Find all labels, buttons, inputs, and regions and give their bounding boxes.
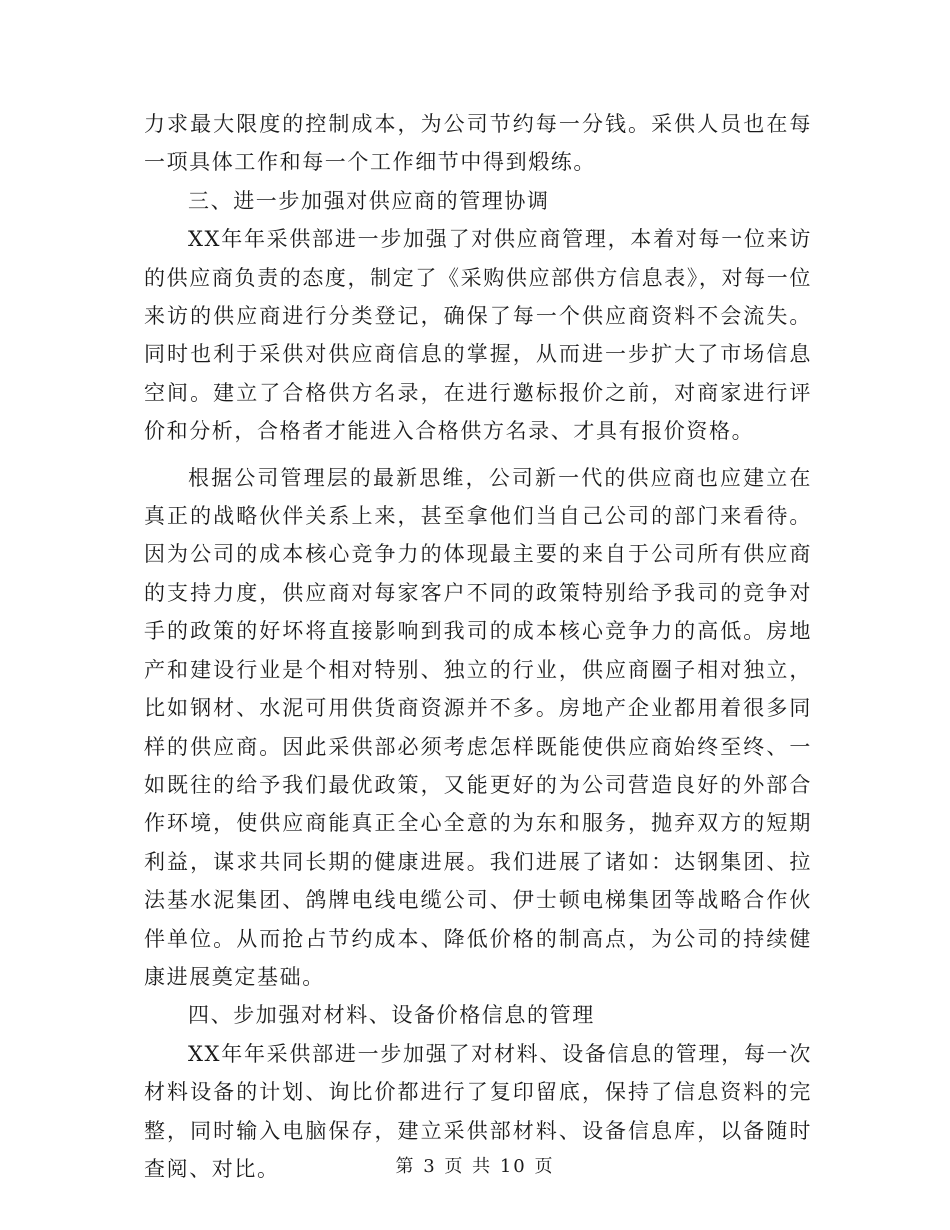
paragraph-cost-control: 力求最大限度的控制成本，为公司节约每一分钱。采供人员也在每一项具体工作和每一个工作细节中得到煅练。	[144, 112, 812, 175]
paragraph-price-database: XX年年采供部进一步加强了对材料、设备信息的管理，每一次材料设备的计划、询比价都进行了复印留底，保持了信息资料的完整，同时输入电脑保存，建立采供部材料、设备信息库，以备随时查阅、对比。	[144, 1041, 812, 1181]
document-body	[144, 105, 812, 1188]
section-heading-supplier-management: 三、进一步加强对供应商的管理协调	[188, 188, 550, 213]
paragraph-strategic-partners: 根据公司管理层的最新思维，公司新一代的供应商也应建立在真正的战略伙伴关系上来，甚至拿他们当自己公司的部门来看待。因为公司的成本核心竞争力的体现最主要的来自于公司所有供应商的支持力度，供应商对每家客户不同的政策特别给予我司的竞争对手的政策的好坏将直接影响到我司的成本核心竞争力的高低。房地产和建设行业是个相对特别、独立的行业，供应商圈子相对独立，比如钢材、水泥可用供货商资源并不多。房地产企业都用着很多同样的供应商。因此采供部必须考虑怎样既能使供应商始终至终、一如既往的给予我们最优政策，又能更好的为公司营造良好的外部合作环境，使供应商能真正全心全意的为东和服务，抛弃双方的短期利益，谋求共同长期的健康进展。我们进展了诸如：达钢集团、拉法基水泥集团、鸽牌电线电缆公司、伊士顿电梯集团等战略合作伙伴单位。从而抢占节约成本、降低价格的制高点，为公司的持续健康进展奠定基础。	[144, 465, 812, 989]
section-heading-price-information: 四、步加强对材料、设备价格信息的管理	[188, 1003, 595, 1028]
paragraph-supplier-registration: XX年年采供部进一步加强了对供应商管理，本着对每一位来访的供应商负责的态度，制定了《采购供应部供方信息表》，对每一位来访的供应商进行分类登记，确保了每一个供应商资料不会流失。同时也利于采供对供应商信息的掌握，从而进一步扩大了市场信息空间。建立了合格供方名录，在进行邀标报价之前，对商家进行评价和分析，合格者才能进入合格供方名录、才具有报价资格。	[144, 227, 812, 444]
page-number-footer: 第 3 页 共 10 页	[395, 1156, 555, 1177]
